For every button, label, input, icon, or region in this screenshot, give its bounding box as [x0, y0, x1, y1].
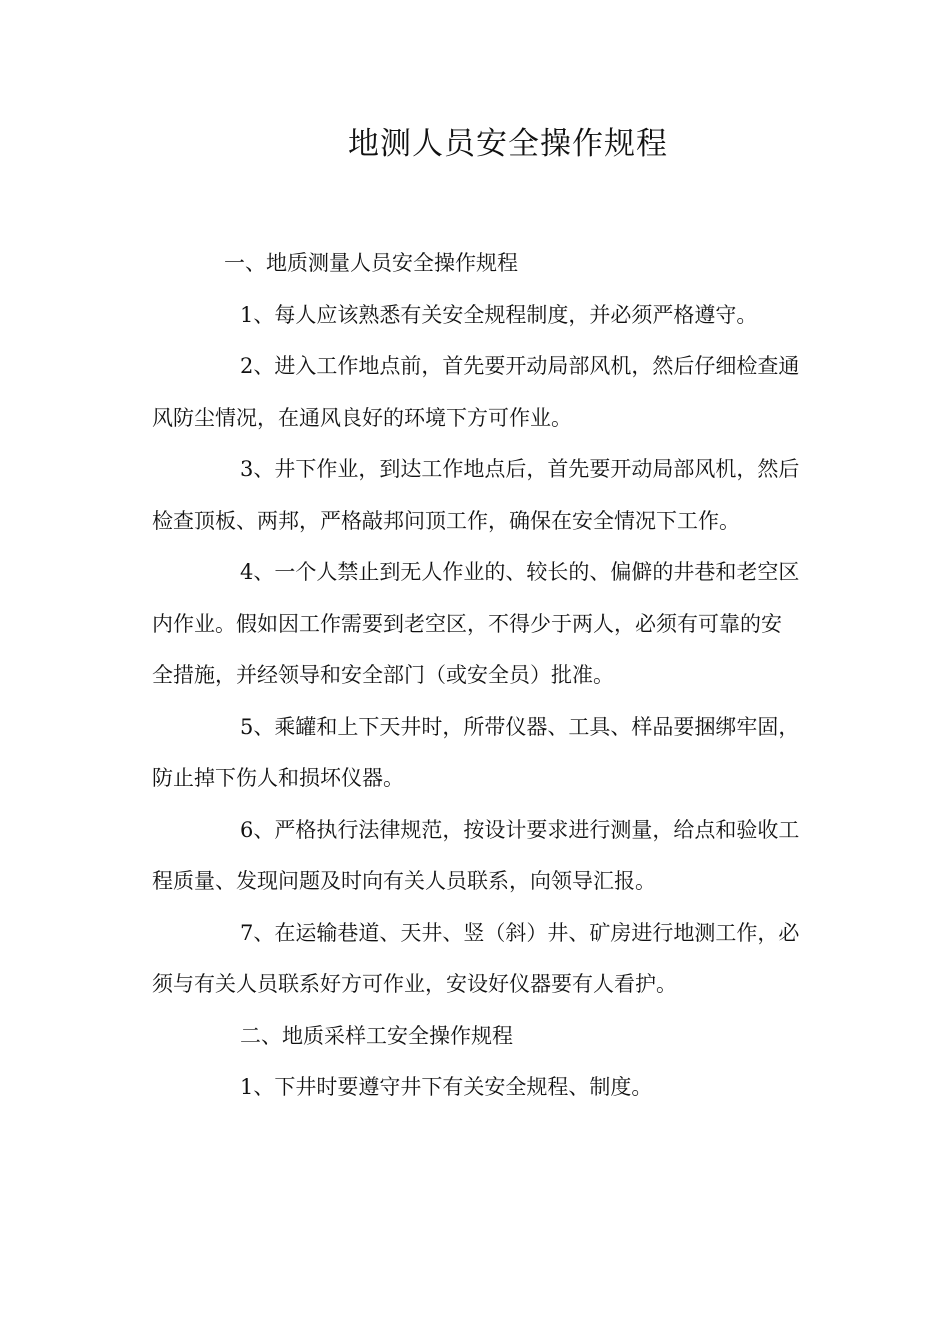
paragraph-1-5: 5、乘罐和上下天井时，所带仪器、工具、样品要捆绑牢固，防止掉下伤人和损坏仪器。	[152, 714, 800, 790]
paragraph-1-7: 7、在运输巷道、天井、竖（斜）井、矿房进行地测工作，必须与有关人员联系好方可作业，安设好仪器要有人看护。	[152, 920, 800, 996]
document-title: 地测人员安全操作规程	[348, 126, 668, 162]
paragraph-1-2: 2、进入工作地点前，首先要开动局部风机，然后仔细检查通风防尘情况，在通风良好的环境下方可作业。	[152, 354, 800, 430]
paragraph-2-1: 1、下井时要遵守井下有关安全规程、制度。	[240, 1075, 653, 1099]
section-heading-2: 二、地质采样工安全操作规程	[240, 1023, 513, 1048]
paragraph-1-1: 1、每人应该熟悉有关安全规程制度，并必须严格遵守。	[240, 302, 758, 327]
section-heading-1: 一、地质测量人员安全操作规程	[224, 251, 518, 275]
paragraph-1-6: 6、严格执行法律规范，按设计要求进行测量，给点和验收工程质量、发现问题及时向有关人员联系，向领导汇报。	[152, 817, 800, 893]
paragraph-1-3: 3、井下作业，到达工作地点后，首先要开动局部风机，然后检查顶板、两邦，严格敲邦问顶工作，确保在安全情况下工作。	[152, 457, 800, 533]
document-body	[152, 238, 802, 1114]
paragraph-1-4: 4、一个人禁止到无人作业的、较长的、偏僻的井巷和老空区内作业。假如因工作需要到老空区，不得少于两人，必须有可靠的安全措施，并经领导和安全部门（或安全员）批准。	[152, 560, 800, 687]
